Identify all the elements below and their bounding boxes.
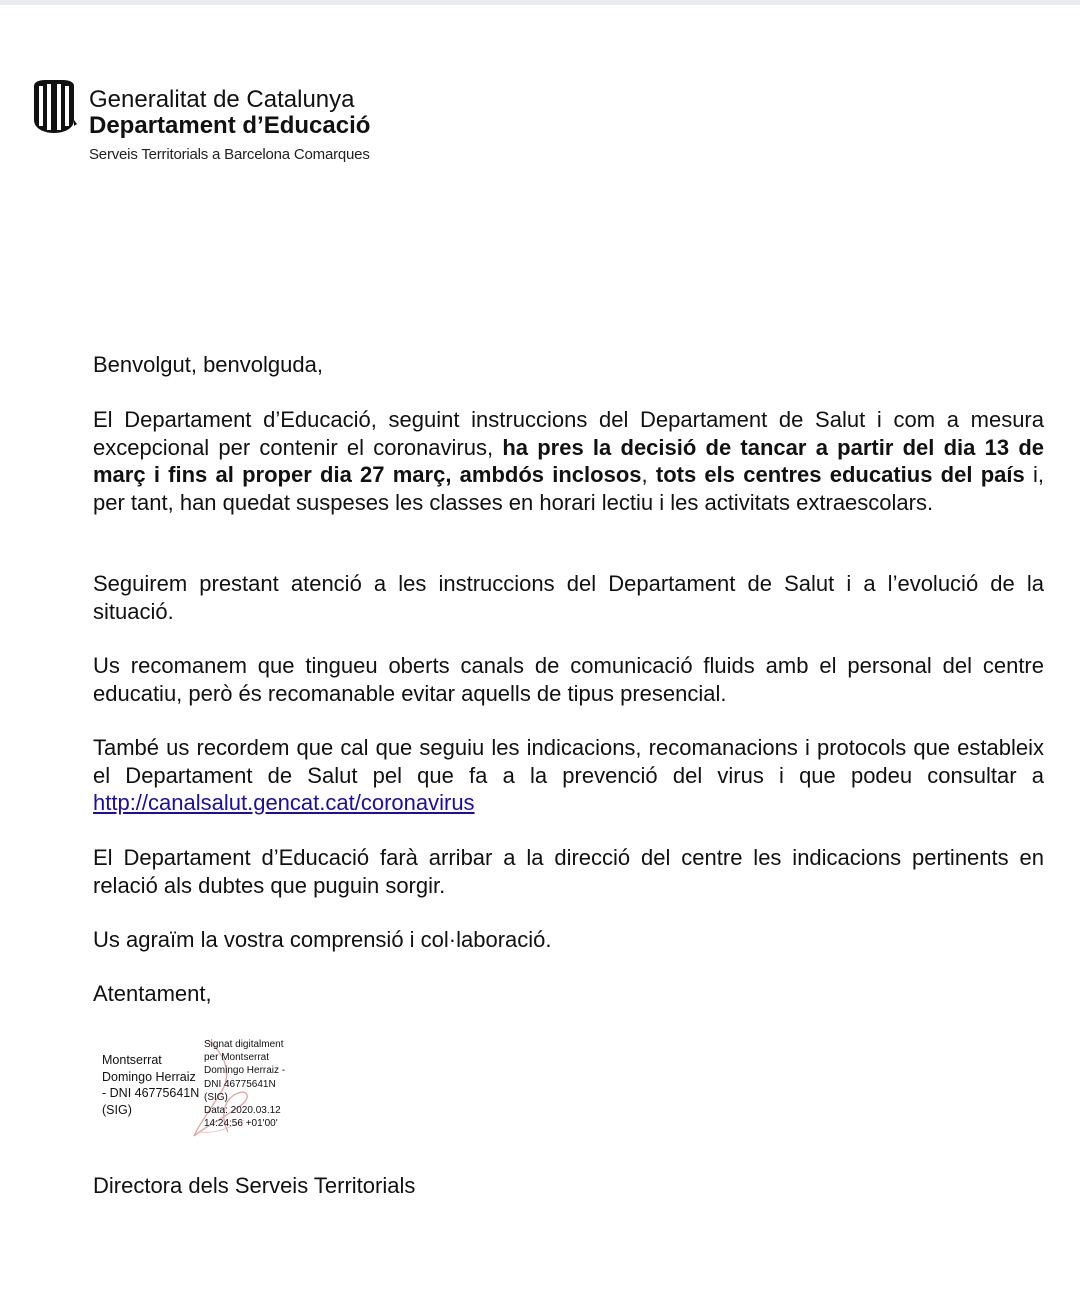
subunit-name: Serveis Territorials a Barcelona Comarques [89, 146, 370, 163]
salutation: Benvolgut, benvolguda, [93, 352, 323, 377]
signature-right-line: Signat digitalment [204, 1039, 284, 1050]
paragraph-6: Us agraïm la vostra comprensió i col·laboració. [93, 927, 552, 952]
canalsalut-link[interactable]: http://canalsalut.gencat.cat/coronavirus [93, 790, 475, 815]
paragraph-1 [93, 406, 1044, 516]
signer-title: Directora dels Serveis Territorials [93, 1173, 416, 1198]
paragraph-4 [93, 734, 1044, 817]
signature-right-line: (SIG) [204, 1091, 228, 1103]
org-name: Generalitat de Catalunya [89, 86, 355, 113]
top-strip [0, 0, 1080, 5]
generalitat-bars-icon [31, 80, 77, 134]
signature-right-line: 14:24:56 +01'00' [204, 1118, 278, 1130]
signature-right-line: per Montserrat [204, 1052, 270, 1064]
paragraph-5: El Departament d’Educació farà arribar a la direcció del centre les indicacions pertinents en relació als dubtes que puguin sorgir. [93, 845, 1044, 898]
paragraph-2: Seguirem prestant atenció a les instruccions del Departament de Salut i a l’evolució de la situació. [93, 571, 1044, 624]
paragraph-1-text-b: i, per tant, han quedat suspeses les classes en horari lectiu i les activitats extraescolars. [93, 462, 1044, 515]
paragraph-3: Us recomanem que tingueu oberts canals de comunicació fluids amb el personal del centre educatiu, però és recomanable evitar aquells de tipus presencial. [93, 653, 1044, 706]
paragraph-4-text: També us recordem que cal que seguiu les indicacions, recomanacions i protocols que estableix el Departament de Salut pel que fa a la prevenció del virus i que podeu consultar a [93, 735, 1044, 788]
signature-left-line: - DNI 46775641N [102, 1086, 200, 1100]
signature-right-line: DNI 46775641N [204, 1078, 276, 1090]
signature-details [204, 1038, 285, 1130]
signature-right-line: Domingo Herraiz - [204, 1065, 286, 1077]
paragraph-1-bold-a: ha pres la decisió de tancar a partir del dia 13 de març i fins al proper dia 27 març, ambdós inclosos [93, 434, 1044, 487]
digital-signature [100, 1036, 310, 1140]
signature-left-line: (SIG) [102, 1102, 132, 1117]
paragraph-1-comma: , [641, 462, 648, 487]
signature-signer-name [102, 1052, 199, 1118]
department-name: Departament d’Educació [89, 112, 371, 139]
paragraph-1-bold-b: tots els centres educatius del país [655, 462, 1025, 487]
signature-left-line: Domingo Herraiz [102, 1069, 196, 1084]
signature-left-line: Montserrat [102, 1053, 162, 1067]
paragraph-1-text-a: El Departament d’Educació, seguint instruccions del Departament de Salut i com a mesura excepcional per contenir el coronavirus, [93, 407, 1044, 460]
closing: Atentament, [93, 981, 212, 1006]
signature-right-line: Data: 2020.03.12 [204, 1105, 281, 1117]
